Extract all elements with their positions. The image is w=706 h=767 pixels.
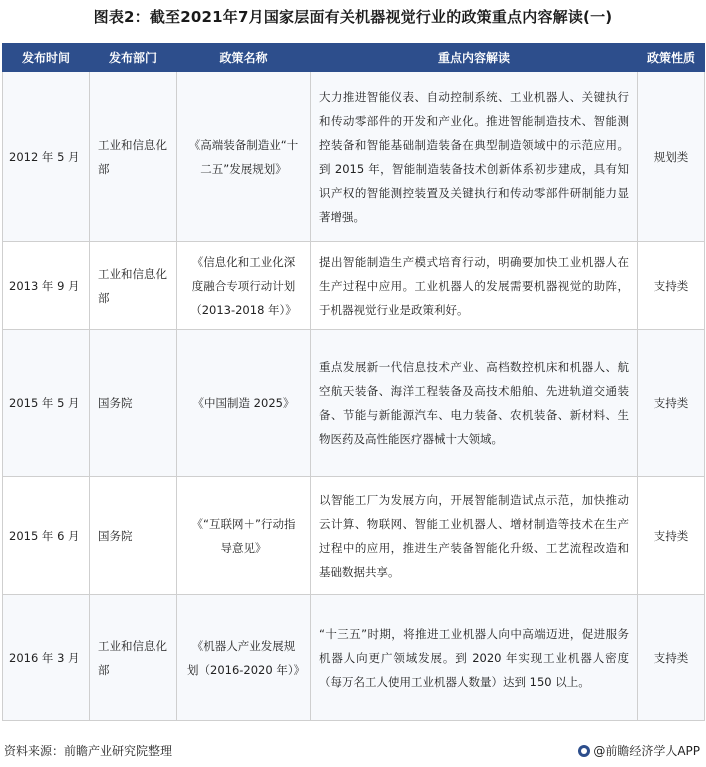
cell-content: “十三五”时期，将推进工业机器人向中高端迈进，促进服务机器人向更广领域发展。到 2020 年实现工业机器人密度（每万名工人使用工业机器人数量）达到 150 以上。 xyxy=(311,595,638,721)
cell-policy-name: 《高端装备制造业“十二五”发展规划》 xyxy=(177,72,311,242)
cell-type: 规划类 xyxy=(638,72,705,242)
cell-content: 重点发展新一代信息技术产业、高档数控机床和机器人、航空航天装备、海洋工程装备及高技术船舶、先进轨道交通装备、节能与新能源汽车、电力装备、农机装备、新材料、生物医药及高性能医疗器械十大领域。 xyxy=(311,330,638,477)
cell-dept: 国务院 xyxy=(90,330,177,477)
cell-content: 以智能工厂为发展方向，开展智能制造试点示范，加快推动云计算、物联网、智能工业机器人、增材制造等技术在生产过程中的应用，推进生产装备智能化升级、工艺流程改造和基础数据共享。 xyxy=(311,477,638,595)
cell-date: 2013 年 9 月 xyxy=(3,242,90,330)
table-row xyxy=(3,477,705,595)
cell-policy-name: 《中国制造 2025》 xyxy=(177,330,311,477)
figure-title: 图表2：截至2021年7月国家层面有关机器视觉行业的政策重点内容解读(一) xyxy=(93,8,613,26)
cell-dept: 工业和信息化部 xyxy=(90,595,177,721)
table-row xyxy=(3,242,705,330)
cell-policy-name: 《信息化和工业化深度融合专项行动计划（2013-2018 年）》 xyxy=(177,242,311,330)
cell-date: 2015 年 6 月 xyxy=(3,477,90,595)
cell-dept: 工业和信息化部 xyxy=(90,72,177,242)
cell-policy-name: 《“互联网＋”行动指导意见》 xyxy=(177,477,311,595)
cell-dept: 国务院 xyxy=(90,477,177,595)
table-header-row xyxy=(3,44,705,72)
cell-date: 2012 年 5 月 xyxy=(3,72,90,242)
brand-label: @前瞻经济学人APP xyxy=(593,744,700,758)
table-row xyxy=(3,330,705,477)
cell-policy-name: 《机器人产业发展规划（2016-2020 年）》 xyxy=(177,595,311,721)
brand-credit xyxy=(578,742,700,759)
qianzhan-logo-icon xyxy=(578,745,590,757)
policy-table xyxy=(2,43,705,721)
column-header-dept: 发布部门 xyxy=(90,44,177,72)
column-header-content: 重点内容解读 xyxy=(311,44,638,72)
column-header-name: 政策名称 xyxy=(177,44,311,72)
source-note: 资料来源：前瞻产业研究院整理 xyxy=(4,744,173,758)
cell-type: 支持类 xyxy=(638,242,705,330)
cell-dept: 工业和信息化部 xyxy=(90,242,177,330)
column-header-type: 政策性质 xyxy=(638,44,705,72)
cell-date: 2015 年 5 月 xyxy=(3,330,90,477)
cell-type: 支持类 xyxy=(638,595,705,721)
cell-date: 2016 年 3 月 xyxy=(3,595,90,721)
column-header-date: 发布时间 xyxy=(3,44,90,72)
cell-type: 支持类 xyxy=(638,330,705,477)
cell-type: 支持类 xyxy=(638,477,705,595)
cell-content: 提出智能制造生产模式培育行动，明确要加快工业机器人在生产过程中应用。工业机器人的发展需要机器视觉的助阵，于机器视觉行业是政策利好。 xyxy=(311,242,638,330)
cell-content: 大力推进智能仪表、自动控制系统、工业机器人、关键执行和传动零部件的开发和产业化。推进智能制造技术、智能测控装备和智能基础制造装备在典型制造领域中的示范应用。到 2015 年，智能制造装备技术创新体系初步建成，具有知识产权的智能测控装置及关键执行和传动零部件研制能力显著增强。 xyxy=(311,72,638,242)
table-row xyxy=(3,72,705,242)
table-row xyxy=(3,595,705,721)
